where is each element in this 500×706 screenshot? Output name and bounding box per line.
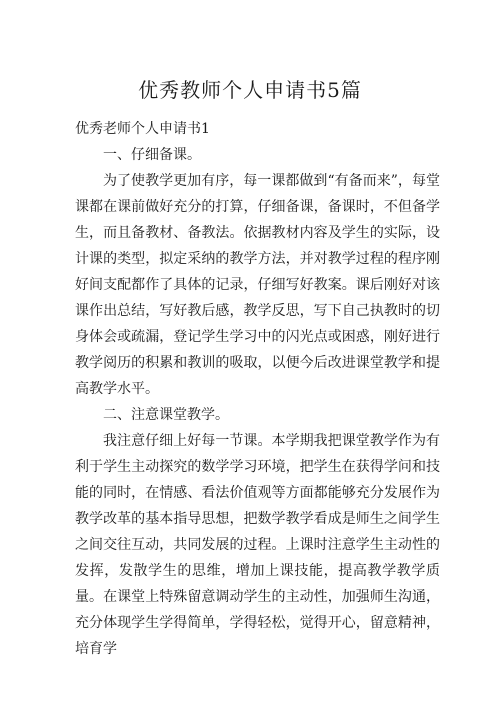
section-2-heading: 二、注意课堂教学。 bbox=[103, 407, 229, 423]
document-body bbox=[75, 116, 440, 662]
document-title: 优秀教师个人申请书5篇 bbox=[138, 78, 362, 102]
document-subtitle: 优秀老师个人申请书1 bbox=[75, 121, 210, 137]
section-1-paragraph: 为了使教学更加有序，每一课都做到“有备而来”，每堂课都在课前做好充分的打算，仔细备课，备课时，不但备学生，而且备教材、备教法。依据教材内容及学生的实际，设计课的类型，拟定采纳的教学方法，并对教学过程的程序刚好间支配都作了具体的记录，仔细写好教案。课后刚好对该课作出总结，写好教后感，教学反思，写下自己执教时的切身体会或疏漏，登记学生学习中的闪光点或困惑，刚好进行教学阅历的积累和教训的吸取，以便今后改进课堂教学和提高教学水平。 bbox=[75, 173, 440, 397]
section-1-heading: 一、仔细备课。 bbox=[103, 147, 201, 163]
section-2-paragraph: 我注意仔细上好每一节课。本学期我把课堂教学作为有利于学生主动探究的数学学习环境，把学生在获得学问和技能的同时，在情感、看法价值观等方面都能够充分发展作为教学改革的基本指导思想，把数学教学看成是师生之间学生之间交往互动，共同发展的过程。上课时注意学生主动性的发挥，发散学生的思维，增加上课技能，提高教学教学质量。在课堂上特殊留意调动学生的主动性，加强师生沟通，充分体现学生学得简单，学得轻松，觉得开心，留意精神，培育学 bbox=[75, 433, 440, 657]
